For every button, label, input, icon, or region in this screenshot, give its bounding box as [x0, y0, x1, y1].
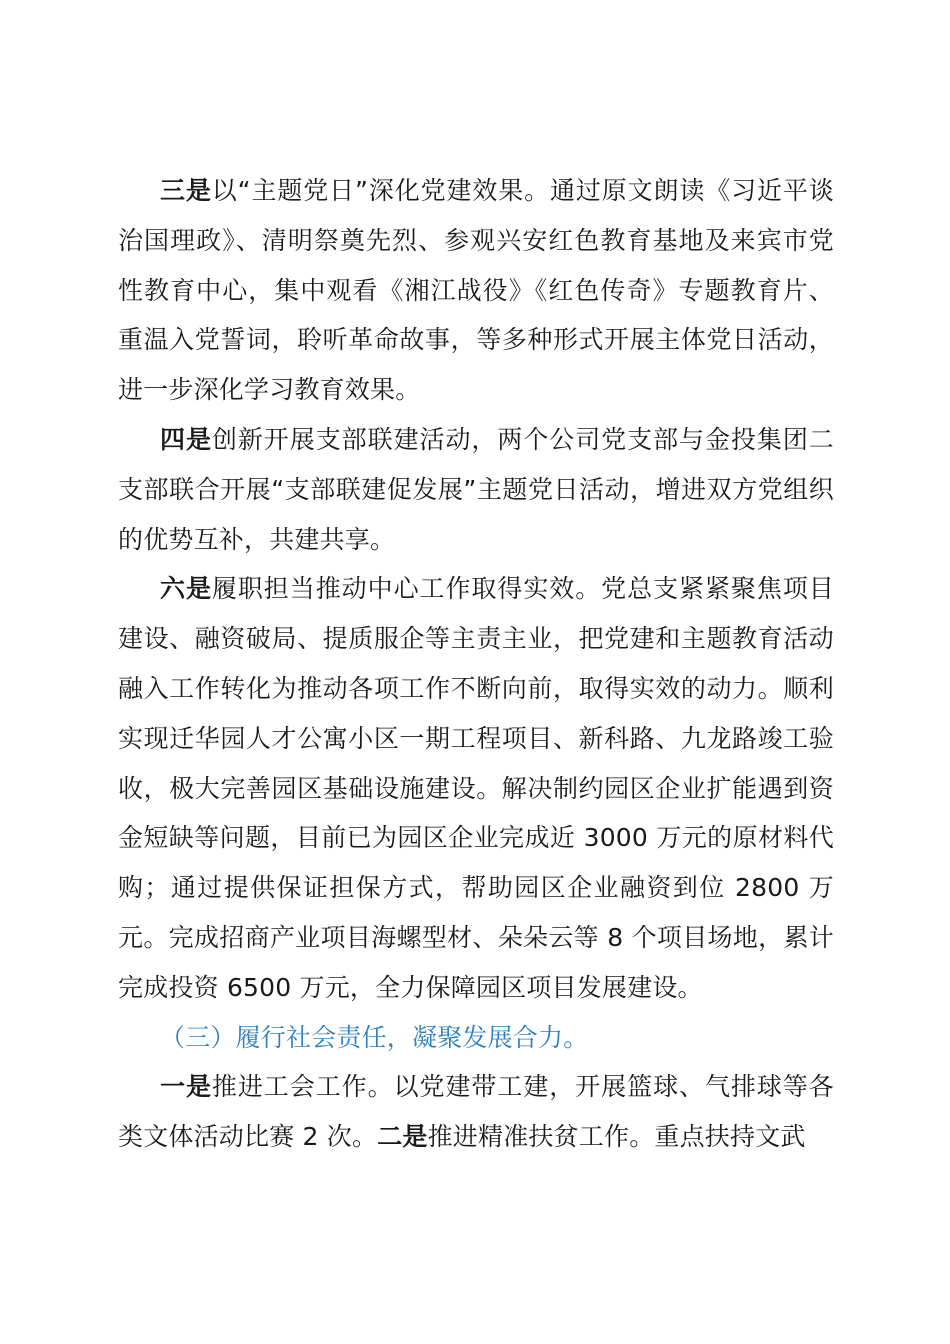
paragraph-one	[118, 1062, 834, 1162]
paragraph-lead: 一是	[160, 1072, 212, 1102]
paragraph-four	[118, 415, 834, 564]
paragraph-lead: 六是	[160, 574, 212, 604]
paragraph-six	[118, 564, 834, 1012]
paragraph-text: 创新开展支部联建活动，两个公司党支部与金投集团二支部联合开展“支部联建促发展”主题党日活动，增进双方党组织的优势互补，共建共享。	[118, 424, 834, 554]
section-heading: （三）履行社会责任，凝聚发展合力。	[160, 1022, 589, 1052]
paragraph-text: 以“主题党日”深化党建效果。通过原文朗读《习近平谈治国理政》、清明祭奠先烈、参观兴安红色教育基地及来宾市党性教育中心，集中观看《湘江战役》《红色传奇》专题教育片、重温入党誓词，聆听革命故事，等多种形式开展主体党日活动，进一步深化学习教育效果。	[118, 176, 834, 405]
paragraph-three	[118, 166, 834, 415]
document-page	[118, 166, 834, 1162]
paragraph-lead: 四是	[160, 424, 212, 454]
paragraph-text: 推进精准扶贫工作。重点扶持文武	[427, 1122, 806, 1152]
paragraph-lead: 二是	[377, 1122, 428, 1152]
paragraph-text: 履职担当推动中心工作取得实效。党总支紧紧聚焦项目建设、融资破局、提质服企等主责主业，把党建和主题教育活动融入工作转化为推动各项工作不断向前，取得实效的动力。顺利实现迁华园人才公寓小区一期工程项目、新科路、九龙路竣工验收，极大完善园区基础设施建设。解决制约园区企业扩能遇到资金短缺等问题，目前已为园区企业完成近 3000 万元的原材料代购；通过提供保证担保方式，帮助园区企业融资到位 2800 万元。完成招商产业项目海螺型材、朵朵云等 8 个项目场地，累计完成投资 6500 万元，全力保障园区项目发展建设。	[118, 574, 834, 1002]
paragraph-text: 推进工会工作。以党建带工建，开展篮球、气排球等各类文体活动比赛 2 次。	[118, 1072, 834, 1152]
paragraph-lead: 三是	[160, 176, 212, 205]
